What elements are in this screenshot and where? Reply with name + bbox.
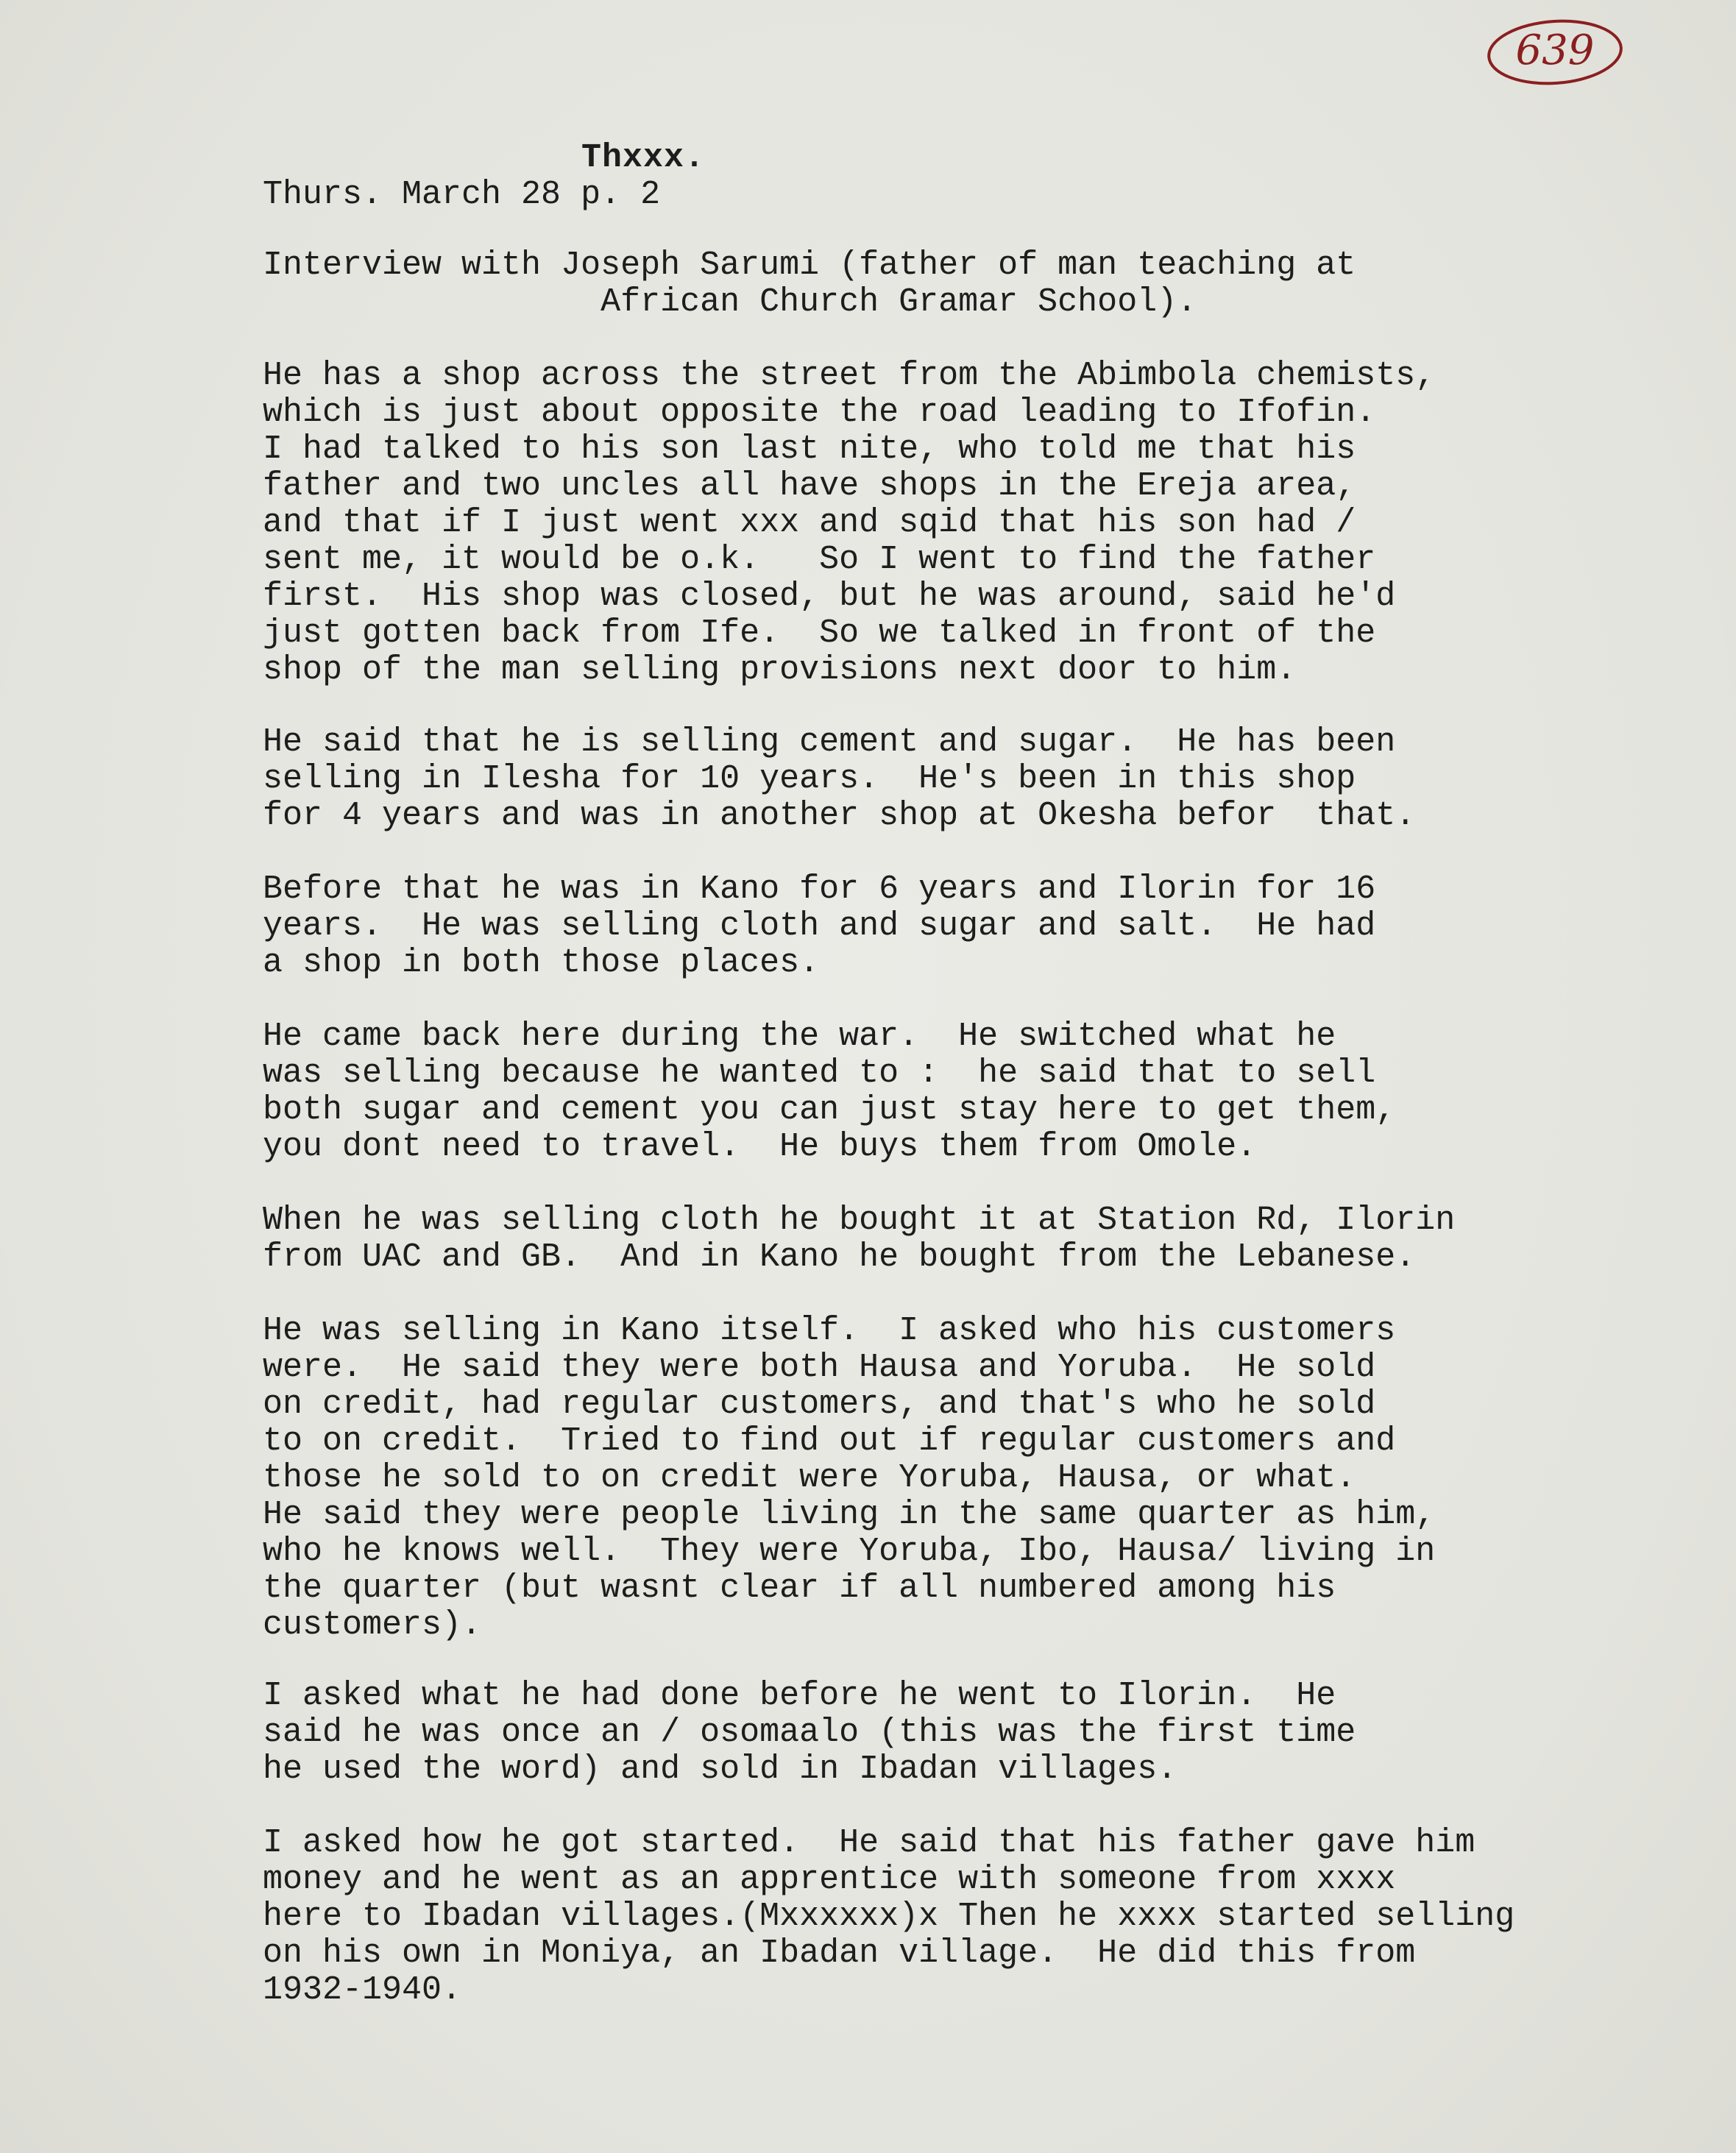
text-line: for 4 years and was in another shop at Okesha befor that. <box>263 797 1416 834</box>
text-line: money and he went as an apprentice with someone from xxxx <box>263 1861 1396 1898</box>
folio-number: 639 <box>1515 26 1595 74</box>
text-line: He came back here during the war. He switched what he <box>263 1018 1336 1055</box>
text-line: was selling because he wanted to : he said that to sell <box>263 1054 1376 1092</box>
paragraph <box>263 871 1375 982</box>
text-line: to on credit. Tried to find out if regular customers and <box>263 1422 1396 1460</box>
paragraph <box>263 358 1435 689</box>
text-line: years. He was selling cloth and sugar and salt. He had <box>263 907 1376 945</box>
text-line: which is just about opposite the road leading to Ifofin. <box>263 394 1376 431</box>
text-line: here to Ibadan villages.(Mxxxxxx)x Then he xxxx started selling <box>263 1898 1515 1935</box>
text-line: He said they were people living in the same quarter as him, <box>263 1496 1436 1533</box>
text-line: on his own in Moniya, an Ibadan village. He did this from <box>263 1934 1416 1972</box>
folio-stamp <box>1485 16 1625 88</box>
text-line: When he was selling cloth he bought it at Station Rd, Ilorin <box>263 1202 1456 1239</box>
text-line: He has a shop across the street from the Abimbola chemists, <box>263 357 1436 394</box>
text-line: he used the word) and sold in Ibadan villages. <box>263 1751 1177 1788</box>
paragraph <box>263 1678 1356 1788</box>
interview-title-line: African Church Gramar School). <box>263 283 1197 321</box>
paragraph <box>263 1825 1514 2009</box>
text-line: on credit, had regular customers, and that's who he sold <box>263 1386 1376 1423</box>
paragraph <box>263 724 1415 834</box>
text-line: and that if I just went xxx and sqid that his son had / <box>263 504 1356 542</box>
text-line: I asked what he had done before he went to Ilorin. He <box>263 1677 1336 1714</box>
text-line: Before that he was in Kano for 6 years and Ilorin for 16 <box>263 870 1376 908</box>
interview-title <box>263 247 1356 321</box>
text-line: those he sold to on credit were Yoruba, Hausa, or what. <box>263 1459 1356 1497</box>
interview-title-line: Interview with Joseph Sarumi (father of man teaching at <box>263 246 1356 284</box>
text-line: shop of the man selling provisions next door to him. <box>263 651 1297 689</box>
text-line: He was selling in Kano itself. I asked who his customers <box>263 1312 1396 1349</box>
text-line: from UAC and GB. And in Kano he bought from the Lebanese. <box>263 1238 1416 1276</box>
text-line: the quarter (but wasnt clear if all numbered among his <box>263 1569 1336 1607</box>
paragraph <box>263 1202 1455 1276</box>
text-line: selling in Ilesha for 10 years. He's been in this shop <box>263 760 1356 798</box>
text-line: I asked how he got started. He said that his father gave him <box>263 1824 1475 1862</box>
text-line: father and two uncles all have shops in the Ereja area, <box>263 467 1356 505</box>
page-header: Thurs. March 28 p. 2 <box>263 176 661 213</box>
text-line: both sugar and cement you can just stay here to get them, <box>263 1091 1396 1129</box>
text-line: 1932-1940. <box>263 1971 462 2009</box>
text-line: He said that he is selling cement and sugar. He has been <box>263 723 1396 761</box>
paragraph <box>263 1313 1435 1644</box>
text-line: who he knows well. They were Yoruba, Ibo, Hausa/ living in <box>263 1533 1436 1570</box>
text-line: you dont need to travel. He buys them from Omole. <box>263 1128 1257 1166</box>
text-line: customers). <box>263 1606 482 1644</box>
text-line: first. His shop was closed, but he was around, said he'd <box>263 578 1396 615</box>
header-strikeover: Thxxx. <box>581 139 706 177</box>
paragraph <box>263 1018 1395 1166</box>
text-line: just gotten back from Ife. So we talked in front of the <box>263 614 1376 652</box>
text-line: I had talked to his son last nite, who told me that his <box>263 430 1356 468</box>
text-line: were. He said they were both Hausa and Yoruba. He sold <box>263 1349 1376 1386</box>
text-line: said he was once an / osomaalo (this was the first time <box>263 1714 1356 1751</box>
text-line: sent me, it would be o.k. So I went to find the father <box>263 541 1376 578</box>
text-line: a shop in both those places. <box>263 944 820 982</box>
